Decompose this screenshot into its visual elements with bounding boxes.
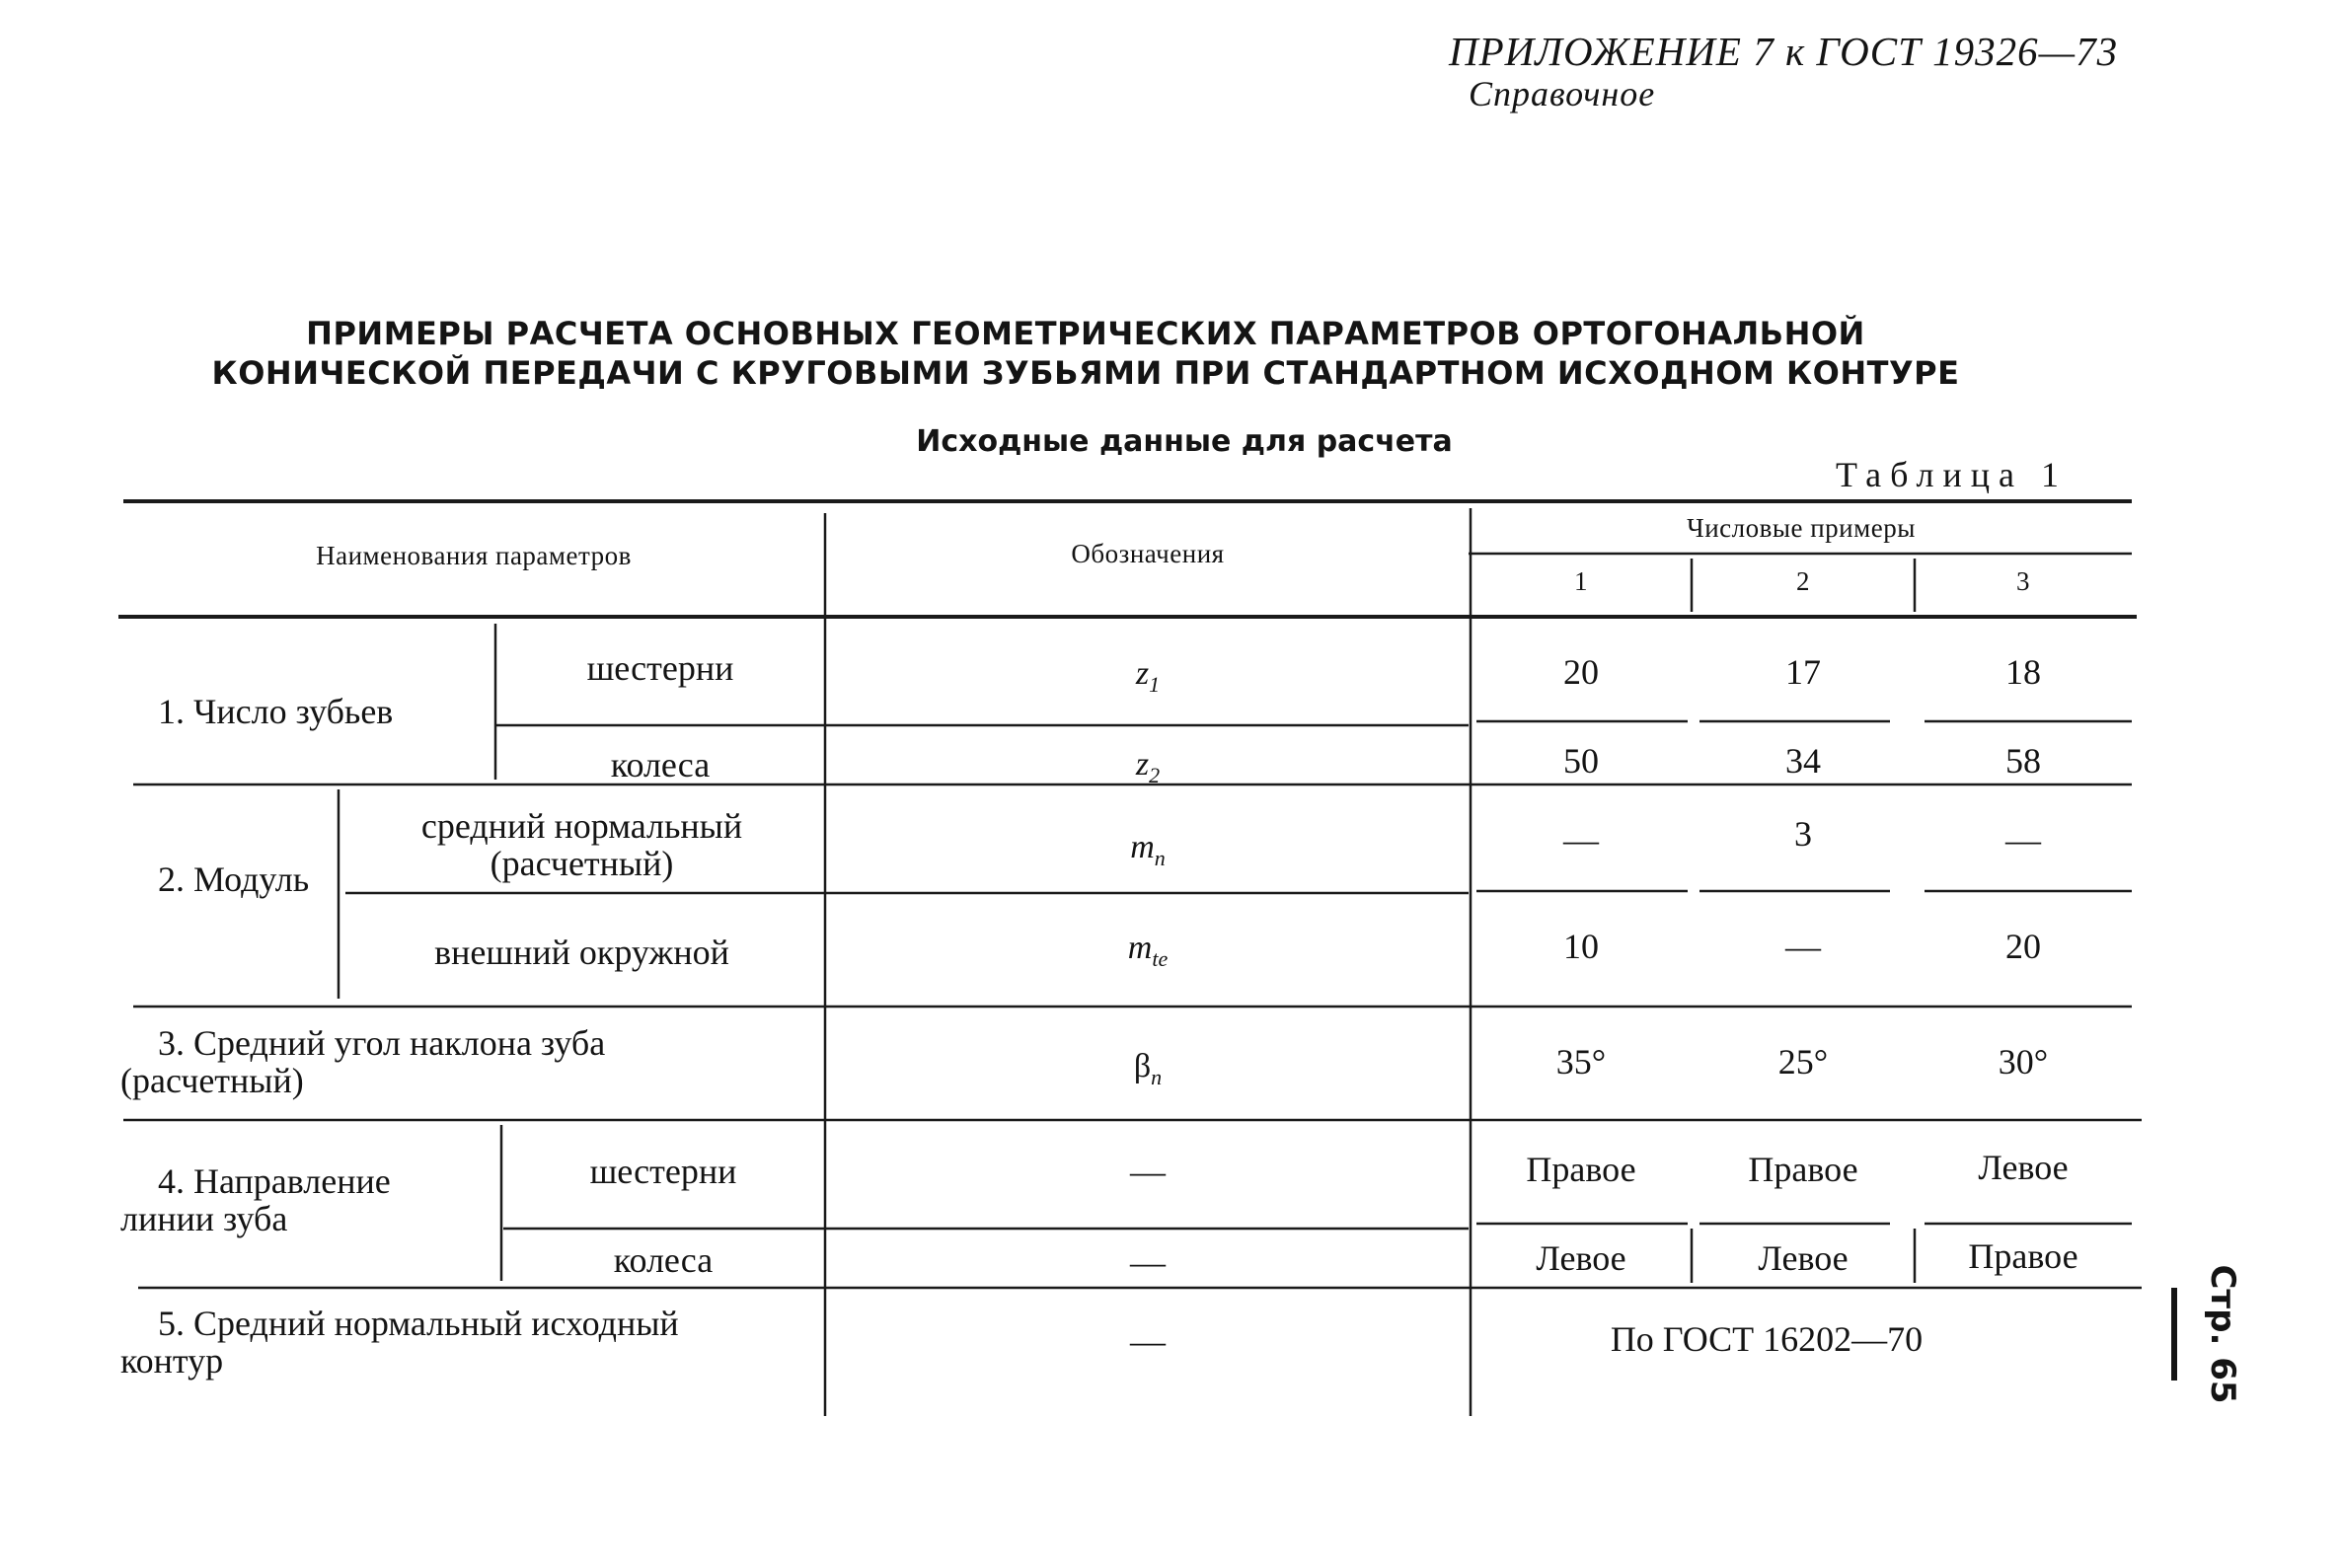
row3-label-line2: (расчетный) [120,1061,304,1100]
row4-value-1-3: Левое [1978,1148,2069,1187]
title-line-2: КОНИЧЕСКОЙ ПЕРЕДАЧИ С КРУГОВЫМИ ЗУБЬЯМИ ПРИ СТАНДАРТНОМ ИСХОДНОМ КОНТУРЕ [211,354,1960,392]
symbol-subscript: n [1151,1064,1163,1089]
row4-value-1-2: Правое [1748,1150,1858,1189]
row2-value-2-3: 20 [2005,927,2041,966]
symbol-subscript: 2 [1149,762,1161,787]
row3-value-3: 30° [1998,1042,2049,1082]
row2-value-1-2: 3 [1794,814,1812,854]
row1-symbol-2 [825,746,1471,788]
row4-symbol-1: — [1130,1152,1166,1191]
row4-symbol-2: — [1130,1242,1166,1282]
row4-value-2-2: Левое [1758,1238,1849,1278]
symbol-base: z [1135,655,1150,692]
row2-value-1-1: — [1563,820,1599,859]
row2-value-2-1: 10 [1563,927,1599,966]
table-label: Таблица 1 [1836,455,2068,494]
row2-value-1-3: — [2005,820,2041,859]
symbol-subscript: n [1154,845,1166,870]
row3-value-2: 25° [1777,1042,1829,1082]
row1-value-1-2: 17 [1785,652,1821,692]
symbol-base: β [1133,1048,1152,1084]
row2-sub-mean-normal [339,807,825,882]
row3-label [120,1024,605,1099]
row1-value-2-3: 58 [2005,741,2041,781]
row5-label-line2: контур [120,1341,224,1381]
row4-value-1-1: Правое [1526,1150,1636,1189]
row2-sub-mean-normal-line2: (расчетный) [490,844,674,883]
row1-value-1-3: 18 [2005,652,2041,692]
row3-label-line1: 3. Средний угол наклона зуба [158,1023,606,1063]
header-example-1: 1 [1574,566,1588,596]
header-example-2: 2 [1796,566,1810,596]
header-parameters: Наименования параметров [316,541,632,570]
row4-value-2-3: Правое [1968,1236,2078,1276]
symbol-subscript: te [1152,945,1169,971]
row1-value-1-1: 20 [1563,652,1599,692]
symbol-subscript: 1 [1149,671,1161,697]
header-example-3: 3 [2016,566,2030,596]
row4-sub-pinion: шестерни [589,1152,737,1191]
symbol-base: m [1127,930,1153,966]
row3-value-1: 35° [1555,1042,1607,1082]
row2-label: 2. Модуль [158,859,310,899]
row1-sub-wheel: колеса [610,745,711,784]
row2-symbol-2 [825,930,1471,972]
header-symbols: Обозначения [1071,539,1225,568]
row1-value-2-2: 34 [1785,741,1821,781]
table-subtitle: Исходные данные для расчета [916,424,1453,459]
row2-sub-outer-circular: внешний окружной [434,933,729,972]
row2-symbol-1 [825,829,1471,871]
row3-symbol [825,1048,1471,1090]
symbol-base: z [1135,746,1150,783]
annex-type: Справочное [1469,74,1656,113]
row1-sub-pinion: шестерни [586,648,734,688]
page-number-text: Стр. 65 [2203,1264,2242,1404]
row2-value-2-2: — [1785,927,1821,966]
row1-value-2-1: 50 [1563,741,1599,781]
row5-symbol: — [1130,1321,1166,1361]
title-line-1: ПРИМЕРЫ РАСЧЕТА ОСНОВНЫХ ГЕОМЕТРИЧЕСКИХ ПАРАМЕТРОВ ОРТОГОНАЛЬНОЙ [306,315,1865,352]
page-number [2171,1264,2258,1404]
header-numeric-examples: Числовые примеры [1687,513,1916,543]
symbol-base: m [1130,829,1155,865]
row4-value-2-1: Левое [1536,1238,1626,1278]
row4-label-line1: 4. Направление [158,1161,391,1201]
row5-label [120,1305,679,1380]
row5-value: По ГОСТ 16202—70 [1610,1319,1924,1359]
row4-label [120,1162,391,1237]
annex-title: ПРИЛОЖЕНИЕ 7 к ГОСТ 19326—73 [1449,29,2119,74]
row4-label-line2: линии зуба [120,1199,288,1238]
row2-sub-mean-normal-line1: средний нормальный [420,806,743,846]
row1-label: 1. Число зубьев [158,692,394,731]
row4-sub-wheel: колеса [613,1240,714,1280]
row1-symbol-1 [825,655,1471,698]
row5-label-line1: 5. Средний нормальный исходный [158,1304,679,1343]
